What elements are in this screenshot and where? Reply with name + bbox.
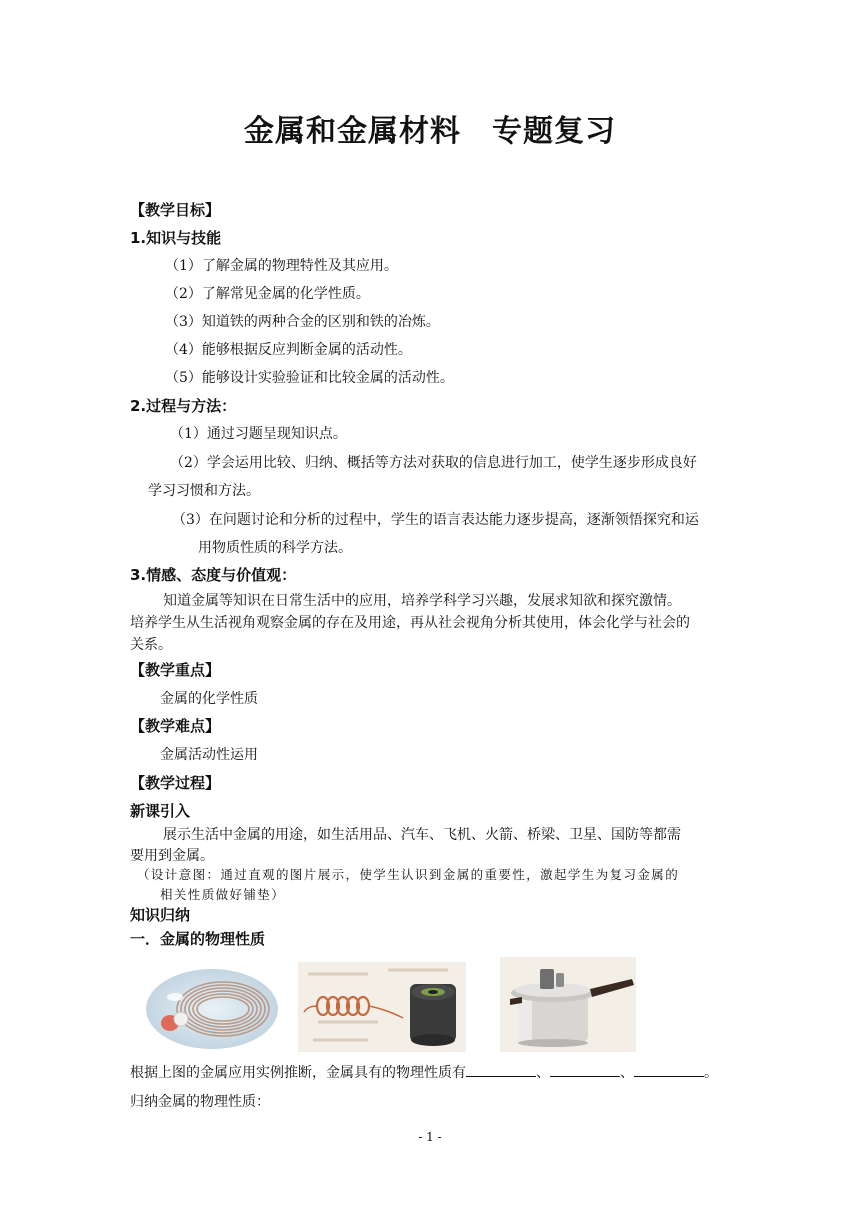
difficulty-text: 金属活动性运用 bbox=[160, 747, 258, 763]
emotion-line-3: 关系。 bbox=[130, 637, 172, 653]
summary-heading: 知识归纳 bbox=[130, 906, 191, 924]
answer-blank-3[interactable] bbox=[634, 1064, 704, 1077]
answer-blank-2[interactable] bbox=[550, 1064, 620, 1077]
process-heading: 2.过程与方法： bbox=[130, 397, 237, 415]
properties-question bbox=[130, 1064, 718, 1082]
procedure-heading: 【教学过程】 bbox=[130, 774, 221, 792]
knowledge-item-3: （3）知道铁的两种合金的区别和铁的冶炼。 bbox=[165, 314, 440, 330]
summary-line: 归纳金属的物理性质： bbox=[130, 1094, 270, 1110]
intro-heading: 新课引入 bbox=[130, 802, 191, 820]
key-point-heading: 【教学重点】 bbox=[130, 661, 221, 679]
intro-line-2: 要用到金属。 bbox=[130, 848, 214, 864]
difficulty-heading: 【教学难点】 bbox=[130, 717, 221, 735]
pressure-cooker-image bbox=[500, 957, 636, 1052]
page-title: 金属和金属材料 专题复习 bbox=[244, 114, 616, 149]
process-item-3-line-1: （3）在问题讨论和分析的过程中，学生的语言表达能力逐步提高，逐渐领悟探究和运 bbox=[172, 512, 699, 528]
objectives-heading: 【教学目标】 bbox=[130, 201, 221, 219]
process-item-3-line-2: 用物质性质的科学方法。 bbox=[198, 540, 352, 556]
question-separator-1: 、 bbox=[536, 1065, 550, 1081]
knowledge-heading: 1.知识与技能 bbox=[130, 229, 222, 247]
design-note-line-1: （设计意图：通过直观的图片展示，使学生认识到金属的重要性，激起学生为复习金属的 bbox=[137, 867, 680, 882]
heating-coil-spool-image bbox=[298, 962, 466, 1052]
knowledge-item-4: （4）能够根据反应判断金属的活动性。 bbox=[165, 342, 412, 358]
knowledge-item-2: （2）了解常见金属的化学性质。 bbox=[165, 286, 370, 302]
page-number: - 1 - bbox=[418, 1130, 442, 1144]
question-separator-2: 、 bbox=[620, 1065, 634, 1081]
knowledge-item-1: （1）了解金属的物理特性及其应用。 bbox=[165, 258, 398, 274]
wire-coil-image bbox=[145, 967, 280, 1050]
emotion-line-2: 培养学生从生活视角观察金属的存在及用途，再从社会视角分析其使用，体会化学与社会的 bbox=[130, 615, 690, 631]
intro-line-1: 展示生活中金属的用途，如生活用品、汽车、飞机、火箭、桥梁、卫星、国防等都需 bbox=[163, 827, 681, 843]
key-point-text: 金属的化学性质 bbox=[160, 691, 258, 707]
answer-blank-1[interactable] bbox=[466, 1064, 536, 1077]
question-prefix: 根据上图的金属应用实例推断，金属具有的物理性质有 bbox=[130, 1065, 466, 1081]
design-note-line-2: 相关性质做好铺垫） bbox=[160, 887, 286, 902]
emotion-heading: 3.情感、态度与价值观： bbox=[130, 566, 297, 584]
knowledge-item-5: （5）能够设计实验验证和比较金属的活动性。 bbox=[165, 370, 454, 386]
process-item-2-line-2: 学习习惯和方法。 bbox=[148, 483, 260, 499]
emotion-line-1: 知道金属等知识在日常生活中的应用，培养学科学习兴趣，发展求知欲和探究激情。 bbox=[163, 593, 681, 609]
physical-properties-heading: 一．金属的物理性质 bbox=[130, 930, 266, 948]
process-item-2-line-1: （2）学会运用比较、归纳、概括等方法对获取的信息进行加工，使学生逐步形成良好 bbox=[170, 455, 697, 471]
question-end: 。 bbox=[704, 1065, 718, 1081]
process-item-1: （1）通过习题呈现知识点。 bbox=[170, 426, 347, 442]
